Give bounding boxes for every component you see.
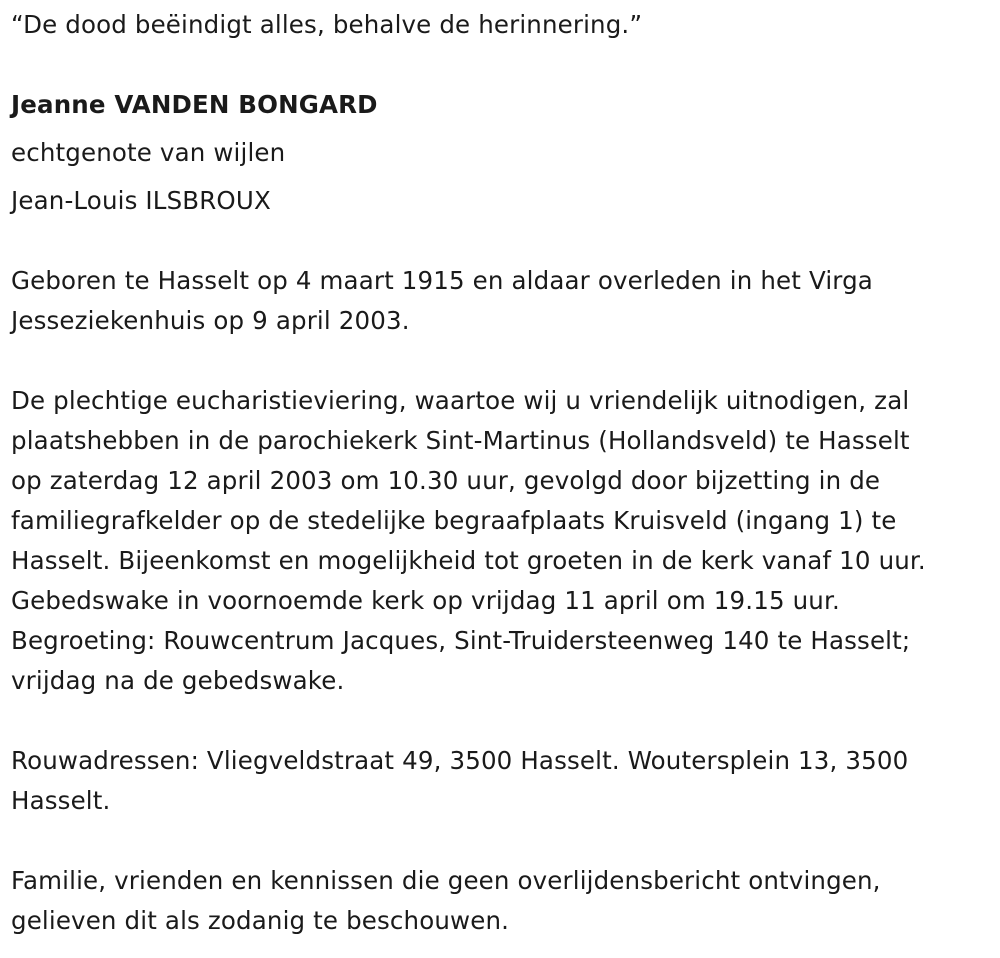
paragraph-line: Gebedswake in voornoemde kerk op vrijdag 11 april om 19.15 uur. xyxy=(11,586,840,615)
paragraph-line: Hasselt. xyxy=(11,786,111,815)
paragraph-line: Rouwadressen: Vliegveldstraat 49, 3500 Hasselt. Woutersplein 13, 3500 xyxy=(11,746,909,775)
paragraph-line: De plechtige eucharistieviering, waartoe wij u vriendelijk uitnodigen, zal xyxy=(11,386,910,415)
deceased-name: Jeanne VANDEN BONGARD xyxy=(11,90,378,119)
paragraph-line: familiegrafkelder op de stedelijke begraafplaats Kruisveld (ingang 1) te xyxy=(11,506,897,535)
paragraph-line: Jesseziekenhuis op 9 april 2003. xyxy=(11,306,410,335)
paragraph-line: Geboren te Hasselt op 4 maart 1915 en aldaar overleden in het Virga xyxy=(11,266,873,295)
paragraph-line: plaatshebben in de parochiekerk Sint-Martinus (Hollandsveld) te Hasselt xyxy=(11,426,910,455)
spouse-name: Jean-Louis ILSBROUX xyxy=(11,186,271,215)
paragraph-line: Familie, vrienden en kennissen die geen overlijdensbericht ontvingen, xyxy=(11,866,881,895)
paragraph-line: Begroeting: Rouwcentrum Jacques, Sint-Truidersteenweg 140 te Hasselt; xyxy=(11,626,911,655)
relation-text: echtgenote van wijlen xyxy=(11,138,286,167)
paragraph-line: op zaterdag 12 april 2003 om 10.30 uur, gevolgd door bijzetting in de xyxy=(11,466,881,495)
paragraph-line: vrijdag na de gebedswake. xyxy=(11,666,345,695)
paragraph-line: gelieven dit als zodanig te beschouwen. xyxy=(11,906,510,935)
paragraph-line: Hasselt. Bijeenkomst en mogelijkheid tot groeten in de kerk vanaf 10 uur. xyxy=(11,546,926,575)
quote: “De dood beëindigt alles, behalve de herinnering.” xyxy=(11,10,643,39)
